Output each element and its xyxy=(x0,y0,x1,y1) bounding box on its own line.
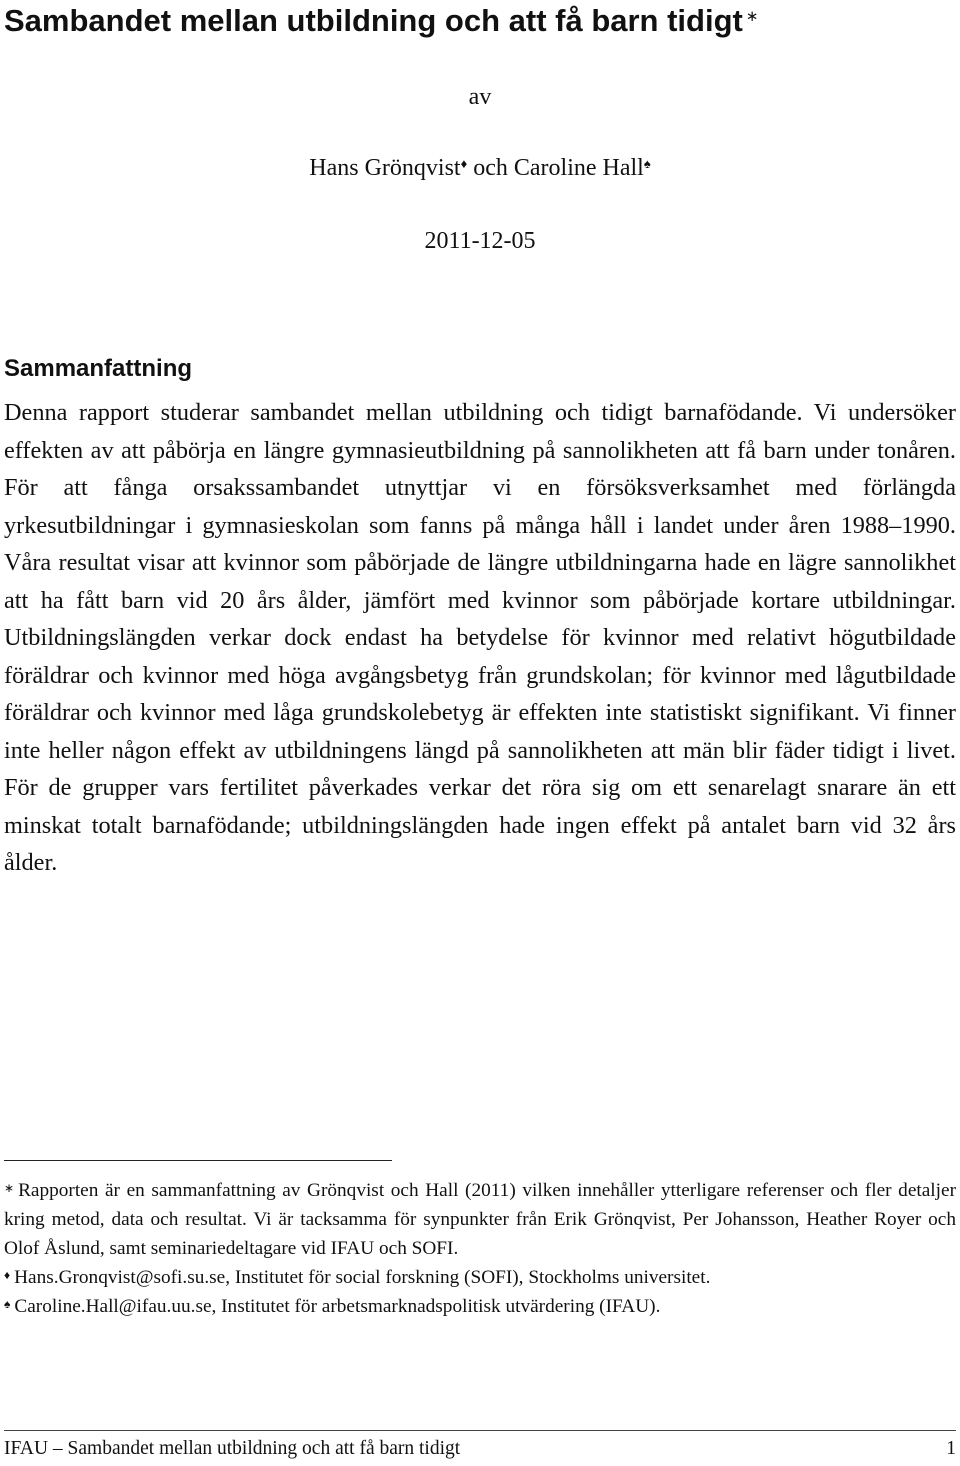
author-line xyxy=(0,153,960,183)
author-1-mark: ♦ xyxy=(460,156,468,171)
running-title: IFAU – Sambandet mellan utbildning och att få barn tidigt xyxy=(4,1438,461,1459)
summary-paragraph: Denna rapport studerar sambandet mellan utbildning och tidigt barnafödande. Vi undersöker effekten av att påbörja en längre gymnasieutbildning på sannolikheten att få barn under tonåren. För att fånga orsakssambandet utnyttjar vi en försöksverksamhet med förlängda yrkesutbildningar i gymnasieskolan som fanns på många håll i landet under åren 1988–1990. Våra resultat visar att kvinnor som påbörjade de längre utbildningarna hade en lägre sannolikhet att ha fått barn vid 20 års ålder, jämfört med kvinnor som påbörjade kortare utbildningar. Utbildningslängden verkar dock endast ha betydelse för kvinnor med relativt högutbildade föräldrar och kvinnor med höga avgångsbetyg från grundskolan; för kvinnor med lågutbildade föräldrar och kvinnor med låga grundskolebetyg är effekten inte statistiskt signifikant. Vi finner inte heller någon effekt av utbildningens längd på sannolikheten att män blir fäder tidigt i livet. För de grupper vars fertilitet påverkades verkar det röra sig om ett senarelagt snarare än ett minskat totalt barnafödande; utbildningslängden hade ingen effekt på antalet barn vid 32 års ålder. xyxy=(4,399,956,876)
footnote-text: Rapporten är en sammanfattning av Grönqvist och Hall (2011) vilken innehåller ytterligare referenser och fler detaljer kring metod, data och resultat. Vi är tacksamma för synpunkter från Erik Grönqvist, Per Johansson, Heather Royer och Olof Åslund, samt seminariedeltagare vid IFAU och SOFI. xyxy=(4,1180,956,1259)
author-1-name: Hans Grönqvist xyxy=(309,155,461,181)
footnote-text: Hans.Gronqvist@sofi.su.se, Institutet för social forskning (SOFI), Stockholms universitet. xyxy=(14,1267,711,1288)
footnote-mark: ♦ xyxy=(4,1268,11,1282)
footnote-text: Caroline.Hall@ifau.uu.se, Institutet för arbetsmarknadspolitisk utvärdering (IFAU). xyxy=(14,1296,661,1317)
byline: av xyxy=(468,84,492,110)
page-number: 1 xyxy=(946,1438,956,1459)
footnote-author-2 xyxy=(4,1292,956,1321)
author-2-name: Caroline Hall xyxy=(513,155,644,181)
author-2-mark: ♠ xyxy=(643,156,651,171)
summary-heading: Sammanfattning xyxy=(4,355,193,382)
footnote-separator xyxy=(4,1160,392,1161)
author-join: och xyxy=(473,155,508,181)
document-title xyxy=(4,2,956,40)
page-footer xyxy=(4,1436,956,1462)
title-text: Sambandet mellan utbildning och att få barn tidigt xyxy=(4,3,743,38)
footnote-author-1 xyxy=(4,1263,956,1292)
footer-separator xyxy=(4,1430,956,1431)
footnote-mark: ∗ xyxy=(4,1181,15,1195)
footnote-acknowledgement xyxy=(4,1176,956,1263)
document-date: 2011-12-05 xyxy=(424,228,536,254)
footnotes xyxy=(4,1176,956,1321)
title-footnote-mark: ∗ xyxy=(745,8,759,25)
footnote-mark: ♠ xyxy=(4,1297,11,1311)
